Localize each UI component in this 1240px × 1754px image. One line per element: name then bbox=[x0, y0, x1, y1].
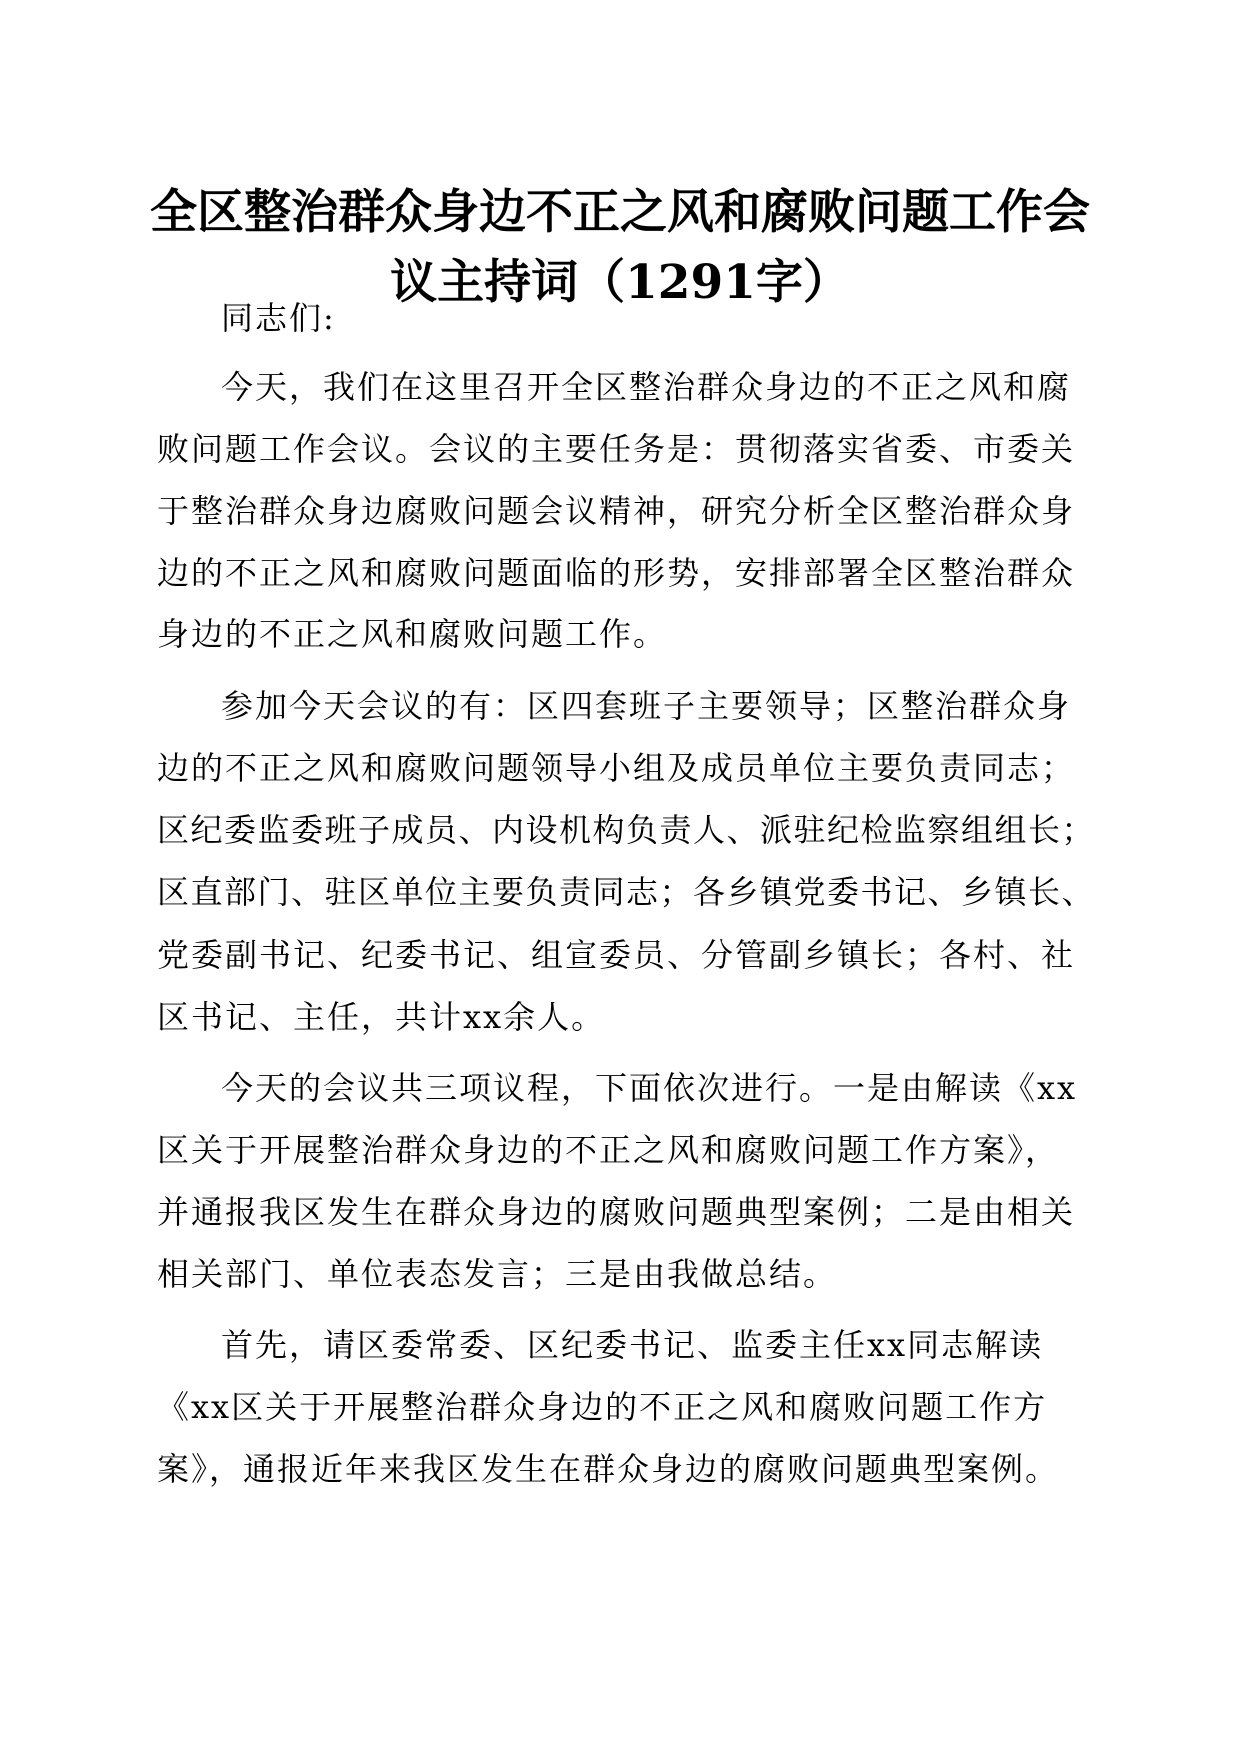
paragraph-1-line-4: 边的不正之风和腐败问题面临的形势，安排部署全区整治群众 bbox=[157, 554, 1076, 592]
paragraph-4-line-2: 《xx区关于开展整治群众身边的不正之风和腐败问题工作方 bbox=[157, 1388, 1048, 1426]
title-line-1: 全区整治群众身边不正之风和腐败问题工作会 bbox=[150, 185, 1090, 240]
paragraph-2-line-4: 区直部门、驻区单位主要负责同志；各乡镇党委书记、乡镇长、 bbox=[157, 873, 1096, 911]
salutation: 同志们: bbox=[221, 299, 336, 337]
document-title bbox=[150, 178, 1090, 318]
title-line-2: 议主持词（1291字） bbox=[390, 255, 850, 310]
paragraph-2-line-5: 党委副书记、纪委书记、组宣委员、分管副乡镇长；各村、社 bbox=[157, 936, 1076, 974]
paragraph-3-line-2: 区关于开展整治群众身边的不正之风和腐败问题工作方案》， bbox=[157, 1131, 1060, 1169]
paragraph-1-line-2: 败问题工作会议。会议的主要任务是：贯彻落实省委、市委关 bbox=[157, 430, 1076, 468]
paragraph-1-line-3: 于整治群众身边腐败问题会议精神，研究分析全区整治群众身 bbox=[157, 492, 1076, 530]
paragraph-2-line-6: 区书记、主任，共计xx余人。 bbox=[157, 998, 606, 1036]
paragraph-3-line-3: 并通报我区发生在群众身边的腐败问题典型案例；二是由相关 bbox=[157, 1193, 1076, 1231]
paragraph-3-line-1: 今天的会议共三项议程，下面依次进行。一是由解读《xx bbox=[221, 1069, 1078, 1107]
paragraph-2-line-3: 区纪委监委班子成员、内设机构负责人、派驻纪检监察组组长； bbox=[157, 811, 1096, 849]
paragraph-3-line-4: 相关部门、单位表态发言；三是由我做总结。 bbox=[157, 1255, 838, 1293]
paragraph-2-line-2: 边的不正之风和腐败问题领导小组及成员单位主要负责同志； bbox=[157, 749, 1076, 787]
paragraph-1-line-5: 身边的不正之风和腐败问题工作。 bbox=[157, 615, 668, 653]
paragraph-1-line-1: 今天，我们在这里召开全区整治群众身边的不正之风和腐 bbox=[221, 368, 1072, 406]
paragraph-4-line-3: 案》，通报近年来我区发生在群众身边的腐败问题典型案例。 bbox=[157, 1450, 1060, 1488]
paragraph-4-line-1: 首先，请区委常委、区纪委书记、监委主任xx同志解读 bbox=[221, 1326, 1044, 1364]
paragraph-2-line-1: 参加今天会议的有：区四套班子主要领导；区整治群众身 bbox=[221, 687, 1072, 725]
